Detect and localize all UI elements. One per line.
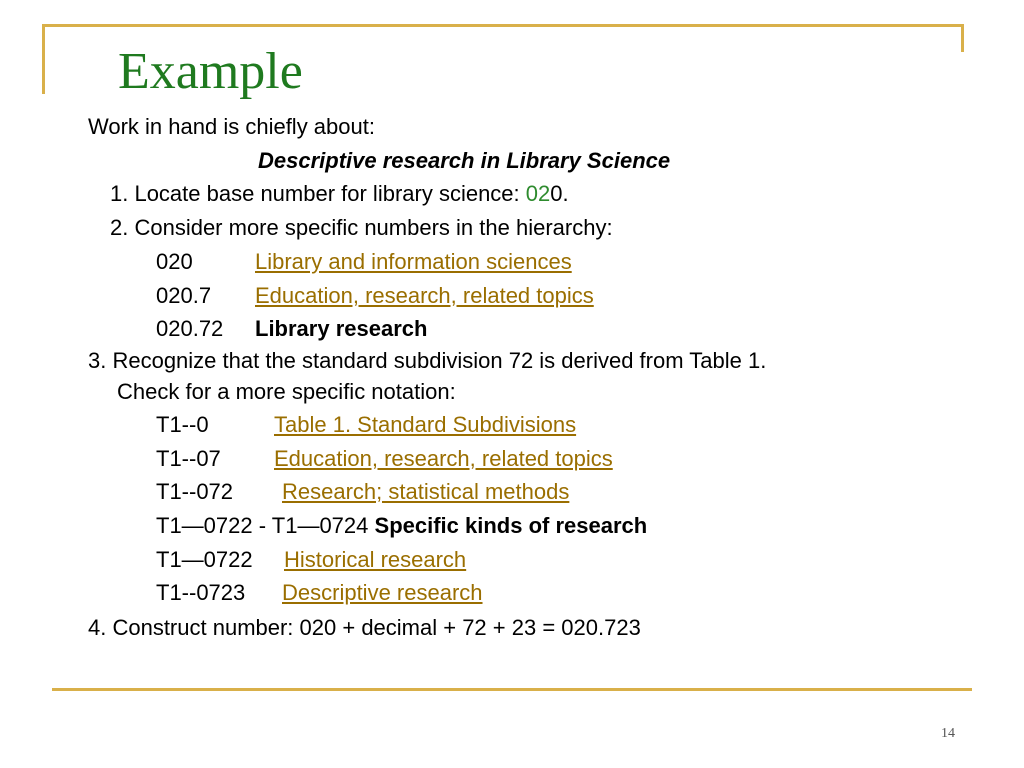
table1-link[interactable]: Historical research — [284, 547, 467, 572]
slide-title: Example — [118, 43, 303, 100]
table1-row — [156, 511, 647, 541]
table1-number: T1--0 — [156, 412, 209, 437]
hierarchy-row — [156, 247, 572, 277]
step-1-highlight: 02 — [525, 181, 551, 206]
frame-right-rule — [961, 24, 964, 52]
table1-row — [156, 410, 576, 440]
step-3: 3. Recognize that the standard subdivision 72 is derived from Table 1. — [88, 348, 767, 373]
table1-number: T1--072 — [156, 479, 234, 504]
table1-row — [156, 545, 466, 575]
table1-number: T1--07 — [156, 446, 221, 471]
hierarchy-link[interactable]: Education, research, related topics — [255, 283, 594, 308]
table1-link[interactable]: Descriptive research — [282, 580, 483, 605]
intro-text: Work in hand is chiefly about: — [88, 114, 375, 139]
table1-row — [156, 477, 569, 507]
bottom-rule — [52, 688, 972, 691]
hierarchy-row — [156, 314, 427, 344]
table1-number: T1—0722 - T1—0724 — [156, 513, 369, 538]
step-3-continued: Check for a more specific notation: — [117, 379, 456, 404]
hierarchy-link[interactable]: Library and information sciences — [255, 249, 572, 274]
frame-left-rule — [42, 24, 45, 94]
subject-text: Descriptive research in Library Science — [258, 148, 671, 173]
table1-row — [156, 578, 483, 608]
hierarchy-label: Library research — [255, 316, 428, 341]
step-1 — [110, 179, 569, 209]
table1-row — [156, 444, 613, 474]
table1-link[interactable]: Table 1. Standard Subdivisions — [274, 412, 577, 437]
hierarchy-row — [156, 281, 594, 311]
table1-label: Specific kinds of research — [374, 513, 648, 538]
step-2: 2. Consider more specific numbers in the hierarchy: — [110, 215, 613, 240]
table1-number: T1—0722 — [156, 547, 253, 572]
hierarchy-number: 020.7 — [156, 283, 212, 308]
table1-number: T1--0723 — [156, 580, 246, 605]
frame-top-rule — [42, 24, 964, 27]
page-number: 14 — [941, 726, 955, 741]
step-1-rest: 0. — [550, 181, 569, 206]
step-1-text: 1. Locate base number for library science: — [110, 181, 526, 206]
table1-link[interactable]: Education, research, related topics — [274, 446, 613, 471]
step-4: 4. Construct number: 020 + decimal + 72 + 23 = 020.723 — [88, 615, 641, 640]
table1-link[interactable]: Research; statistical methods — [282, 479, 570, 504]
hierarchy-number: 020 — [156, 249, 193, 274]
hierarchy-number: 020.72 — [156, 316, 224, 341]
